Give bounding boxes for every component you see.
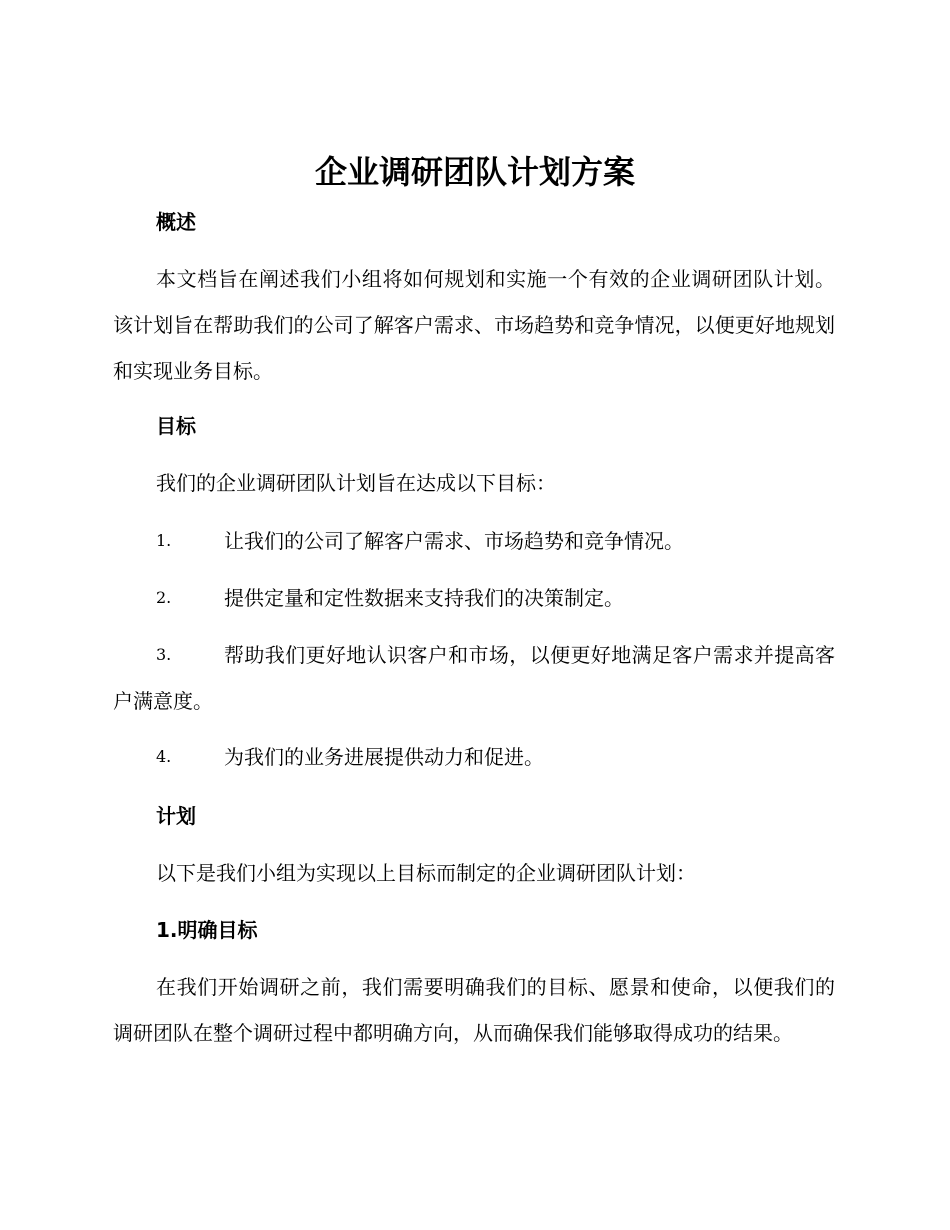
goal-list-item xyxy=(113,632,835,724)
overview-paragraph: 本文档旨在阐述我们小组将如何规划和实施一个有效的企业调研团队计划。该计划旨在帮助我们的公司了解客户需求、市场趋势和竞争情况，以便更好地规划和实现业务目标。 xyxy=(113,267,835,383)
goals-intro-paragraph: 我们的企业调研团队计划旨在达成以下目标： xyxy=(156,471,556,495)
goal-list-item xyxy=(113,575,835,621)
section-heading-plan: 计划 xyxy=(156,804,196,828)
list-item-text: 提供定量和定性数据来支持我们的决策制定。 xyxy=(224,586,624,610)
list-item-text: 让我们的公司了解客户需求、市场趋势和竞争情况。 xyxy=(224,529,684,553)
list-item-text: 为我们的业务进展提供动力和促进。 xyxy=(224,745,544,769)
list-number: 4. xyxy=(156,747,172,766)
goal-list-item xyxy=(113,734,835,780)
subsection-heading-clear-goals: 1.明确目标 xyxy=(156,918,258,942)
goal-list-item xyxy=(113,518,835,564)
list-number: 3. xyxy=(156,645,172,664)
plan-intro-paragraph: 以下是我们小组为实现以上目标而制定的企业调研团队计划： xyxy=(156,861,696,885)
document-title: 企业调研团队计划方案 xyxy=(314,153,635,191)
section-heading-overview: 概述 xyxy=(156,210,196,234)
section-heading-goals: 目标 xyxy=(156,414,196,438)
list-item-text: 帮助我们更好地认识客户和市场，以便更好地满足客户需求并提高客户满意度。 xyxy=(113,643,835,713)
list-number: 2. xyxy=(156,588,172,607)
clear-goals-paragraph: 在我们开始调研之前，我们需要明确我们的目标、愿景和使命，以便我们的调研团队在整个调研过程中都明确方向，从而确保我们能够取得成功的结果。 xyxy=(113,975,835,1045)
list-number: 1. xyxy=(156,531,172,550)
